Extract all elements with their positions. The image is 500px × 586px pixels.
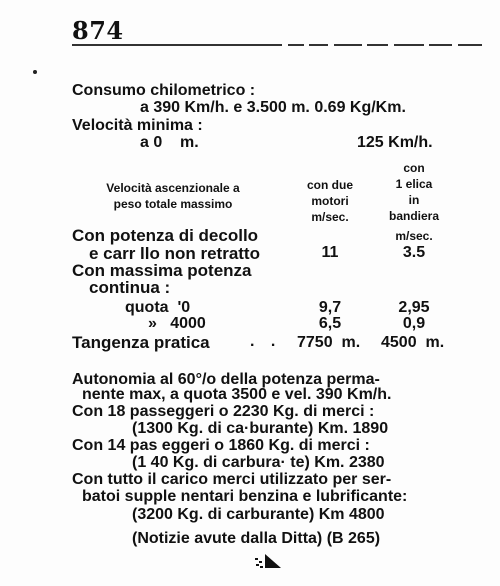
autonomia-line-3: Con 18 passeggeri o 2230 Kg. di merci : — [72, 403, 375, 420]
sub2-label: » 4000 — [148, 315, 206, 332]
row1-label-b: e carr llo non retratto — [89, 244, 260, 263]
velocita-minima-value: 125 Km/h. — [357, 134, 433, 151]
autonomia-line-5: Con 14 pas eggeri o 1860 Kg. di merci : — [72, 437, 370, 454]
row2-label-a: Con massima potenza — [72, 261, 252, 280]
header-rule — [72, 44, 482, 46]
sub2-right: 0,9 — [402, 315, 426, 332]
autonomia-line-4: (1300 Kg. di ca·burante) Km. 1890 — [132, 420, 389, 437]
autonomia-line-1: Autonomia al 60°/o della potenza perma- — [72, 371, 380, 388]
tangenza-right: 4500 m. — [381, 334, 445, 351]
sub1-mid: 9,7 — [318, 299, 342, 316]
continue-arrow-icon — [255, 552, 283, 572]
consumo-title: Consumo chilometrico : — [72, 82, 256, 99]
col-header-mid: con due motori m/sec. — [306, 178, 353, 224]
velocita-minima-quota: a 0 m. — [140, 134, 199, 151]
row1-right: 3.5 — [402, 244, 426, 261]
velocita-minima-title: Velocità minima : — [72, 117, 203, 134]
autonomia-line-6: (1 40 Kg. di carbura· te) Km. 2380 — [132, 454, 385, 471]
tangenza-mid: 7750 m. — [297, 334, 361, 351]
autonomia-line-8: batoi supple nentari benzina e lubrificante: — [82, 488, 408, 505]
page-number: 874 — [72, 16, 124, 45]
margin-dot — [33, 70, 37, 74]
row2-label-b: continua : — [89, 278, 171, 297]
autonomia-line-2: nente max, a quota 3500 e vel. 390 Km/h. — [82, 386, 392, 403]
autonomia-line-9: (3200 Kg. di carburante) Km 4800 — [132, 506, 385, 523]
col-header-right: con 1 elica in bandiera — [388, 161, 439, 223]
sub1-label: quota '0 — [125, 299, 191, 316]
source-note: (Notizie avute dalla Ditta) (B 265) — [132, 530, 381, 547]
col-header-right-unit: m/sec. — [395, 229, 433, 243]
sub2-mid: 6,5 — [318, 315, 342, 332]
tangenza-label: Tangenza pratica — [72, 333, 210, 352]
row1-mid: 11 — [321, 244, 339, 261]
col-header-left: Velocità ascenzionale a peso totale massimo — [106, 181, 240, 211]
row1-label-a: Con potenza di decollo — [72, 226, 259, 245]
autonomia-line-7: Con tutto il carico merci utilizzato per ser- — [72, 471, 392, 488]
sub1-right: 2,95 — [398, 299, 430, 316]
consumo-detail: a 390 Km/h. e 3.500 m. 0.69 Kg/Km. — [140, 99, 406, 116]
tangenza-dots: . . — [250, 333, 282, 350]
